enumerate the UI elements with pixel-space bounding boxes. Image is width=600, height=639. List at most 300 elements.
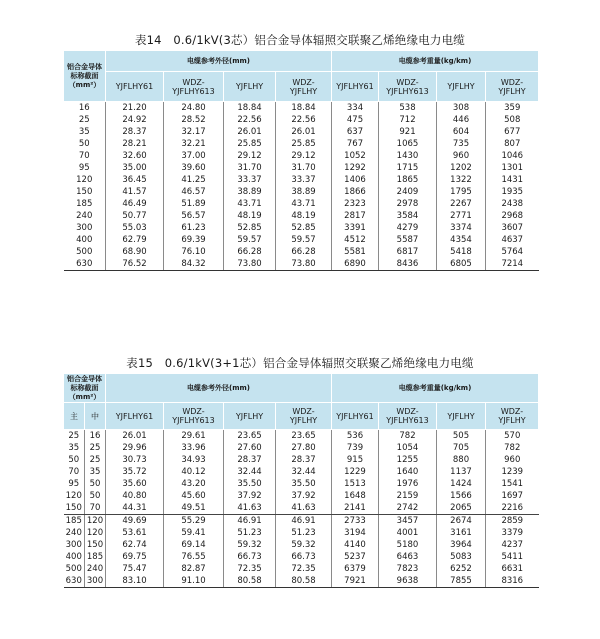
table-cell: 120 <box>85 515 106 528</box>
table-cell: 43.71 <box>224 198 276 210</box>
table-row <box>64 102 539 115</box>
table-cell: 120 <box>65 491 82 501</box>
table-cell: 3457 <box>379 515 437 528</box>
table-row <box>64 563 539 575</box>
table-row <box>64 246 539 258</box>
table-cell: 1255 <box>379 454 437 466</box>
table-cell: 46.91 <box>224 515 276 528</box>
table-cell: 35 <box>85 466 106 478</box>
table-cell: 45.60 <box>164 490 224 502</box>
table-cell: 960 <box>486 454 539 466</box>
table-row <box>64 162 539 174</box>
table-cell: 43.20 <box>164 478 224 490</box>
col-header: WDZ- YJFLHY <box>276 403 332 430</box>
table-cell: 2409 <box>379 186 437 198</box>
table-cell: 4001 <box>379 527 437 539</box>
table-row <box>64 454 539 466</box>
table-cell: 27.60 <box>224 442 276 454</box>
table-cell: 5581 <box>332 246 379 258</box>
table-cell: 59.41 <box>164 527 224 539</box>
table-cell: 1648 <box>332 490 379 502</box>
table-cell: 24.80 <box>164 102 224 115</box>
table-cell: 1513 <box>332 478 379 490</box>
table-cell: 2323 <box>332 198 379 210</box>
table-cell: 1865 <box>379 174 437 186</box>
table-cell: 28.37 <box>276 454 332 466</box>
table-cell: 48.19 <box>276 210 332 222</box>
table-cell: 35 <box>78 127 90 137</box>
weight-group-header: 电缆参考重量(kg/km) <box>332 51 539 72</box>
table-cell: 359 <box>486 102 539 115</box>
table-cell: 29.96 <box>106 442 164 454</box>
table-cell: 52.85 <box>276 222 332 234</box>
table-cell: 48.19 <box>224 210 276 222</box>
table-cell: 2859 <box>486 515 539 528</box>
table-cell: 5083 <box>437 551 486 563</box>
table-cell: 73.80 <box>224 258 276 271</box>
table-row <box>64 198 539 210</box>
table-cell: 40.12 <box>164 466 224 478</box>
table-cell: 880 <box>437 454 486 466</box>
table-cell: 66.73 <box>224 551 276 563</box>
table-cell: 508 <box>486 114 539 126</box>
table-cell: 1292 <box>332 162 379 174</box>
table-cell: 3391 <box>332 222 379 234</box>
table-cell: 739 <box>332 442 379 454</box>
col-header: WDZ- YJFLHY613 <box>164 403 224 430</box>
col-header: WDZ- YJFLHY <box>486 403 539 430</box>
table-cell: 35.00 <box>106 162 164 174</box>
table-cell: 2159 <box>379 490 437 502</box>
table-cell: 1137 <box>437 466 486 478</box>
table-cell: 2216 <box>486 502 539 515</box>
table-cell: 500 <box>76 247 93 257</box>
table-cell: 29.61 <box>164 430 224 443</box>
size-header: 铝合金导体 标称截面 （mm²） <box>64 374 106 403</box>
table-cell: 41.57 <box>106 186 164 198</box>
table-cell: 677 <box>486 126 539 138</box>
table-cell: 185 <box>85 551 106 563</box>
table-cell: 1301 <box>486 162 539 174</box>
table-cell: 46.91 <box>276 515 332 528</box>
table-cell: 33.37 <box>224 174 276 186</box>
table-cell: 32.60 <box>106 150 164 162</box>
table-cell: 36.45 <box>106 174 164 186</box>
table-row <box>64 186 539 198</box>
table-row <box>64 210 539 222</box>
table-cell: 56.57 <box>164 210 224 222</box>
weight-group-header: 电缆参考重量(kg/km) <box>332 374 539 403</box>
table-cell: 1541 <box>486 478 539 490</box>
table-cell: 150 <box>76 187 93 197</box>
table-row <box>64 551 539 563</box>
table-cell: 2978 <box>379 198 437 210</box>
table-cell: 25.85 <box>276 138 332 150</box>
table-cell: 44.31 <box>106 502 164 515</box>
table-cell: 7214 <box>486 258 539 271</box>
table-cell: 1866 <box>332 186 379 198</box>
table-cell: 2674 <box>437 515 486 528</box>
table-cell: 400 <box>65 552 82 562</box>
table-cell: 637 <box>332 126 379 138</box>
table-cell: 767 <box>332 138 379 150</box>
table-cell: 59.57 <box>224 234 276 246</box>
col-header: YJFLHY <box>437 403 486 430</box>
table-row <box>64 150 539 162</box>
table-cell: 505 <box>437 430 486 443</box>
table-cell: 41.25 <box>164 174 224 186</box>
table-cell: 5418 <box>437 246 486 258</box>
table-cell: 1239 <box>486 466 539 478</box>
table-row <box>64 442 539 454</box>
table-cell: 5764 <box>486 246 539 258</box>
table-row <box>64 527 539 539</box>
diameter-group-header: 电缆参考外径(mm) <box>106 374 332 403</box>
table-cell: 28.37 <box>224 454 276 466</box>
table-row <box>64 222 539 234</box>
table-cell: 50 <box>85 478 106 490</box>
table-cell: 712 <box>379 114 437 126</box>
table-cell: 960 <box>437 150 486 162</box>
col-header: YJFLHY61 <box>332 403 379 430</box>
main-core-label: 主 <box>64 403 85 430</box>
table-cell: 185 <box>65 516 82 526</box>
table-cell: 538 <box>379 102 437 115</box>
col-header: YJFLHY61 <box>332 72 379 102</box>
table-cell: 1322 <box>437 174 486 186</box>
table-cell: 2733 <box>332 515 379 528</box>
table-cell: 55.03 <box>106 222 164 234</box>
table-cell: 84.32 <box>164 258 224 271</box>
table-cell: 51.23 <box>224 527 276 539</box>
table-cell: 1566 <box>437 490 486 502</box>
table-cell: 308 <box>437 102 486 115</box>
table-cell: 33.96 <box>164 442 224 454</box>
table-cell: 8436 <box>379 258 437 271</box>
table-cell: 4140 <box>332 539 379 551</box>
table-cell: 500 <box>65 564 82 574</box>
table-cell: 75.47 <box>106 563 164 575</box>
table-cell: 24.92 <box>106 114 164 126</box>
table-cell: 33.37 <box>276 174 332 186</box>
table-row <box>64 174 539 186</box>
table-cell: 4354 <box>437 234 486 246</box>
table-cell: 26.01 <box>224 126 276 138</box>
table-cell: 95 <box>68 479 80 489</box>
table-cell: 50 <box>85 490 106 502</box>
table-cell: 55.29 <box>164 515 224 528</box>
table-cell: 70 <box>85 502 106 515</box>
table-cell: 41.63 <box>276 502 332 515</box>
col-header: YJFLHY <box>224 403 276 430</box>
table-cell: 37.92 <box>224 490 276 502</box>
table-cell: 334 <box>332 102 379 115</box>
table-cell: 300 <box>76 223 93 233</box>
diameter-group-header: 电缆参考外径(mm) <box>106 51 332 72</box>
table-row <box>64 126 539 138</box>
table-cell: 26.01 <box>276 126 332 138</box>
table-cell: 59.32 <box>224 539 276 551</box>
col-header: WDZ- YJFLHY613 <box>379 72 437 102</box>
table-cell: 66.73 <box>276 551 332 563</box>
table-cell: 50 <box>78 139 90 149</box>
table-cell: 51.89 <box>164 198 224 210</box>
table-cell: 34.93 <box>164 454 224 466</box>
table-cell: 69.75 <box>106 551 164 563</box>
table-cell: 7823 <box>379 563 437 575</box>
table-cell: 59.32 <box>276 539 332 551</box>
table-cell: 53.61 <box>106 527 164 539</box>
table-row <box>64 138 539 150</box>
table-cell: 37.92 <box>276 490 332 502</box>
neutral-core-label: 中 <box>85 403 106 430</box>
table-cell: 50.77 <box>106 210 164 222</box>
table-cell: 25 <box>85 442 106 454</box>
table-cell: 38.89 <box>276 186 332 198</box>
table-cell: 240 <box>85 563 106 575</box>
table-cell: 400 <box>76 235 93 245</box>
col-header: WDZ- YJFLHY613 <box>379 403 437 430</box>
table-cell: 1431 <box>486 174 539 186</box>
table-cell: 7921 <box>332 575 379 588</box>
table-cell: 18.84 <box>276 102 332 115</box>
table-cell: 240 <box>76 211 93 221</box>
table-cell: 3161 <box>437 527 486 539</box>
table-cell: 21.20 <box>106 102 164 115</box>
table-row <box>64 466 539 478</box>
table-cell: 782 <box>379 430 437 443</box>
table-cell: 705 <box>437 442 486 454</box>
table-row <box>64 430 539 443</box>
table-cell: 3374 <box>437 222 486 234</box>
table-cell: 536 <box>332 430 379 443</box>
table-row <box>64 490 539 502</box>
table-cell: 68.90 <box>106 246 164 258</box>
table15 <box>63 373 539 588</box>
table-cell: 1424 <box>437 478 486 490</box>
table-cell: 83.10 <box>106 575 164 588</box>
table-cell: 25 <box>68 431 80 441</box>
table-cell: 70 <box>68 467 80 477</box>
table-cell: 69.14 <box>164 539 224 551</box>
table-cell: 300 <box>85 575 106 588</box>
table-cell: 9638 <box>379 575 437 588</box>
table-cell: 35.72 <box>106 466 164 478</box>
table-cell: 41.63 <box>224 502 276 515</box>
table-cell: 80.58 <box>224 575 276 588</box>
table-cell: 5180 <box>379 539 437 551</box>
table-cell: 66.28 <box>224 246 276 258</box>
table-cell: 26.01 <box>106 430 164 443</box>
table-cell: 3379 <box>486 527 539 539</box>
col-header: YJFLHY <box>437 72 486 102</box>
table-cell: 39.60 <box>164 162 224 174</box>
table-cell: 3584 <box>379 210 437 222</box>
table-cell: 32.21 <box>164 138 224 150</box>
table-cell: 59.57 <box>276 234 332 246</box>
table-cell: 1697 <box>486 490 539 502</box>
table-cell: 2141 <box>332 502 379 515</box>
table-cell: 25 <box>85 454 106 466</box>
table-cell: 32.17 <box>164 126 224 138</box>
table-row <box>64 539 539 551</box>
table-cell: 5587 <box>379 234 437 246</box>
table-cell: 28.37 <box>106 126 164 138</box>
table-cell: 3194 <box>332 527 379 539</box>
table-cell: 150 <box>85 539 106 551</box>
table-cell: 76.55 <box>164 551 224 563</box>
table-cell: 1052 <box>332 150 379 162</box>
col-header: WDZ- YJFLHY <box>276 72 332 102</box>
table-cell: 37.00 <box>164 150 224 162</box>
table-cell: 1202 <box>437 162 486 174</box>
col-header: YJFLHY <box>224 72 276 102</box>
col-header: YJFLHY61 <box>106 72 164 102</box>
table-cell: 91.10 <box>164 575 224 588</box>
table-cell: 32.44 <box>276 466 332 478</box>
table-cell: 5237 <box>332 551 379 563</box>
table-cell: 6805 <box>437 258 486 271</box>
table-cell: 30.73 <box>106 454 164 466</box>
table14 <box>63 50 539 271</box>
table-cell: 22.56 <box>224 114 276 126</box>
table-cell: 630 <box>64 258 106 271</box>
table-cell: 50 <box>68 455 80 465</box>
table-cell: 120 <box>76 175 93 185</box>
table-cell: 3964 <box>437 539 486 551</box>
table-cell: 1406 <box>332 174 379 186</box>
col-header: YJFLHY61 <box>106 403 164 430</box>
table-cell: 300 <box>65 540 82 550</box>
table-cell: 76.10 <box>164 246 224 258</box>
table-row <box>64 234 539 246</box>
table-cell: 52.85 <box>224 222 276 234</box>
table-cell: 70 <box>78 151 90 161</box>
table-cell: 6631 <box>486 563 539 575</box>
table-cell: 29.12 <box>276 150 332 162</box>
table-cell: 80.58 <box>276 575 332 588</box>
table-cell: 35.50 <box>276 478 332 490</box>
table-cell: 61.23 <box>164 222 224 234</box>
table-cell: 446 <box>437 114 486 126</box>
table-cell: 62.79 <box>106 234 164 246</box>
table-cell: 38.89 <box>224 186 276 198</box>
table-cell: 4279 <box>379 222 437 234</box>
table-cell: 915 <box>332 454 379 466</box>
table-cell: 2968 <box>486 210 539 222</box>
table-cell: 32.44 <box>224 466 276 478</box>
table-cell: 1640 <box>379 466 437 478</box>
table-cell: 40.80 <box>106 490 164 502</box>
table-cell: 240 <box>65 528 82 538</box>
table-cell: 5411 <box>486 551 539 563</box>
table-cell: 49.51 <box>164 502 224 515</box>
table-row <box>64 515 539 528</box>
table-cell: 6817 <box>379 246 437 258</box>
table-cell: 475 <box>332 114 379 126</box>
table-cell: 76.52 <box>106 258 164 271</box>
table-cell: 1229 <box>332 466 379 478</box>
table-cell: 23.65 <box>224 430 276 443</box>
table-cell: 6890 <box>332 258 379 271</box>
table-cell: 23.65 <box>276 430 332 443</box>
col-header: WDZ- YJFLHY613 <box>164 72 224 102</box>
table-cell: 49.69 <box>106 515 164 528</box>
table-cell: 6252 <box>437 563 486 575</box>
table-cell: 2742 <box>379 502 437 515</box>
table-cell: 4237 <box>486 539 539 551</box>
table-cell: 28.21 <box>106 138 164 150</box>
table-cell: 35.60 <box>106 478 164 490</box>
table-cell: 46.57 <box>164 186 224 198</box>
table-cell: 62.74 <box>106 539 164 551</box>
table-cell: 150 <box>64 502 85 515</box>
table-cell: 27.80 <box>276 442 332 454</box>
table-cell: 2438 <box>486 198 539 210</box>
table-cell: 95 <box>78 163 90 173</box>
col-header: WDZ- YJFLHY <box>486 72 539 102</box>
table-cell: 69.39 <box>164 234 224 246</box>
table-cell: 4637 <box>486 234 539 246</box>
table-cell: 73.80 <box>276 258 332 271</box>
table-row <box>64 575 539 588</box>
table-row <box>64 114 539 126</box>
table-row <box>64 502 539 515</box>
table-cell: 82.87 <box>164 563 224 575</box>
table-cell: 8316 <box>486 575 539 588</box>
table-cell: 35 <box>68 443 80 453</box>
table-cell: 1054 <box>379 442 437 454</box>
table-row <box>64 478 539 490</box>
table-cell: 16 <box>78 103 90 113</box>
table-cell: 18.84 <box>224 102 276 115</box>
table-cell: 2065 <box>437 502 486 515</box>
table-cell: 1976 <box>379 478 437 490</box>
table-cell: 570 <box>486 430 539 443</box>
table-cell: 6463 <box>379 551 437 563</box>
table-cell: 3607 <box>486 222 539 234</box>
table-row <box>64 258 539 271</box>
table-cell: 604 <box>437 126 486 138</box>
table-cell: 1715 <box>379 162 437 174</box>
table-cell: 782 <box>486 442 539 454</box>
table-cell: 31.70 <box>224 162 276 174</box>
table-cell: 1046 <box>486 150 539 162</box>
table-cell: 6379 <box>332 563 379 575</box>
table-cell: 2267 <box>437 198 486 210</box>
table-cell: 1065 <box>379 138 437 150</box>
table-cell: 51.23 <box>276 527 332 539</box>
table-cell: 72.35 <box>276 563 332 575</box>
table-cell: 4512 <box>332 234 379 246</box>
table-cell: 46.49 <box>106 198 164 210</box>
table-cell: 43.71 <box>276 198 332 210</box>
table-cell: 28.52 <box>164 114 224 126</box>
table-cell: 921 <box>379 126 437 138</box>
table-cell: 35.50 <box>224 478 276 490</box>
table-cell: 29.12 <box>224 150 276 162</box>
table-cell: 735 <box>437 138 486 150</box>
table-cell: 31.70 <box>276 162 332 174</box>
table-cell: 185 <box>76 199 93 209</box>
table-cell: 72.35 <box>224 563 276 575</box>
table-cell: 120 <box>85 527 106 539</box>
table-cell: 1430 <box>379 150 437 162</box>
table-cell: 25.85 <box>224 138 276 150</box>
table-cell: 1795 <box>437 186 486 198</box>
table14-title: 表14 0.6/1kV(3芯）铝合金导体辐照交联聚乙烯绝缘电力电缆 <box>134 33 466 47</box>
table-cell: 16 <box>85 430 106 443</box>
